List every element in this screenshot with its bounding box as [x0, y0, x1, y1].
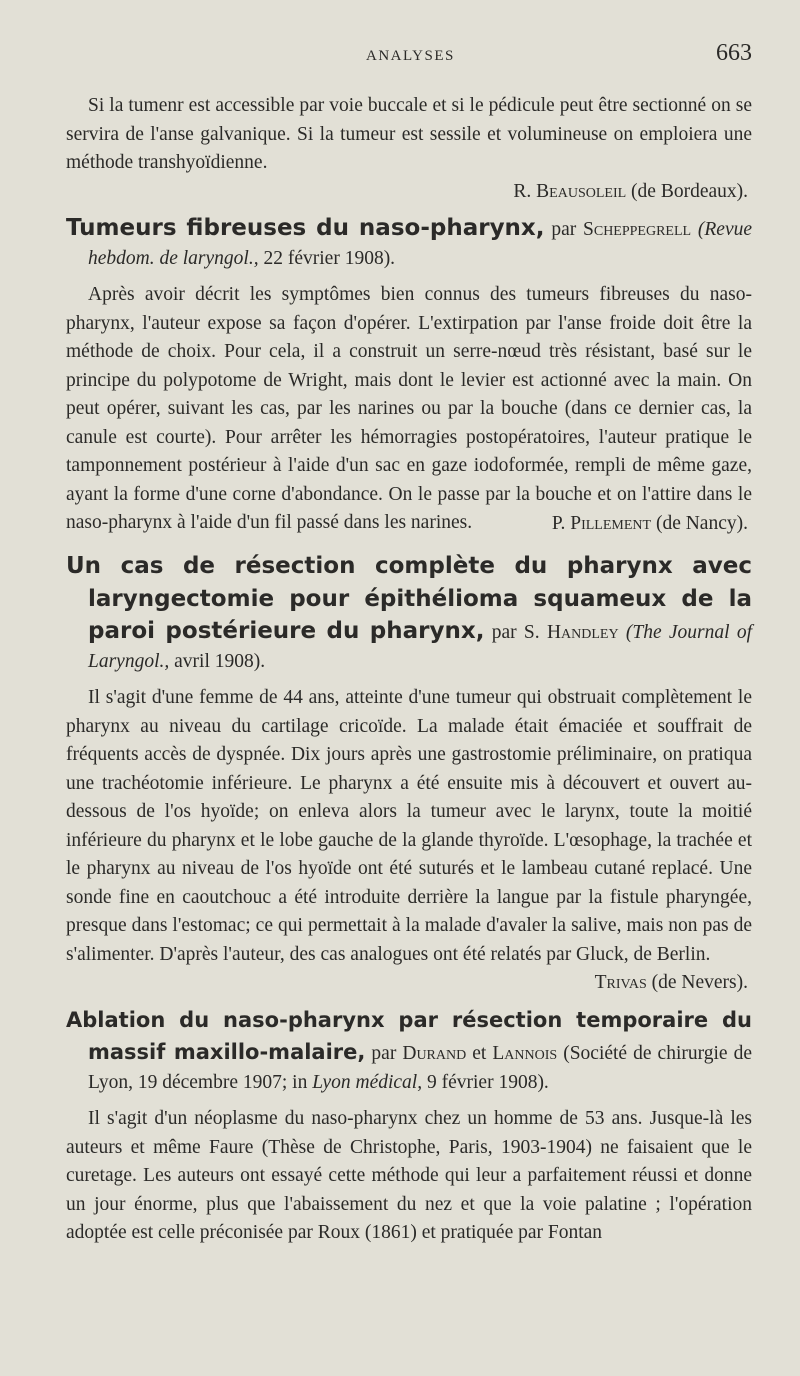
page-body [66, 88, 752, 1248]
article [66, 212, 752, 538]
article-heading [66, 550, 752, 676]
page-number: 663 [716, 40, 752, 66]
byline-prefix: par S. [491, 622, 540, 643]
article-title: Tumeurs fibreuses du naso-pharynx, [66, 215, 545, 241]
article-title: Ablation du naso-pharynx par résection temporaire du massif maxillo-malaire, [66, 1007, 752, 1064]
article-heading [66, 212, 752, 273]
paragraph: Il s'agit d'une femme de 44 ans, atteinte d'une tumeur qui obstruait complètement le pharynx au niveau du cartilage cricoïde. La malade était émaciée et souffrait de fréquents accès de dyspnée. Dix jours après une gastrostomie préliminaire, on pratiqua une trachéotomie inférieure. Le pharynx a été ensuite mis à découvert et ouvert au-dessous de l'os hyoïde; on enleva alors la tumeur avec le larynx, toute la moitié inférieure du pharynx et le lobe gauche de la glande thyroïde. L'œsophage, la trachée et le pharynx au niveau de l'os hyoïde ont été suturés et le lambeau cutané replacé. Une sonde fine en caoutchouc a été introduite derrière la langue par la fistule pharyngée, presque dans l'estomac; ce qui permettait à la malade d'avaler la salive, mais non pas de s'alimenter. D'après l'auteur, des cas analogues ont été relatés par Gluck, de Berlin. [66, 687, 752, 965]
author-location: (de Nevers). [651, 972, 748, 993]
byline-author-2: Lannois [492, 1043, 558, 1064]
author-location: (de Nancy). [655, 512, 748, 534]
source-date: avril 1908). [169, 650, 266, 672]
paragraph: Il s'agit d'un néoplasme du naso-pharynx chez un homme de 53 ans. Jusque-là les auteurs et même Faure (Thèse de Christophe, Paris, 1903-1904) ne faisaient que le curetage. Les auteurs ont essayé cette méthode qui leur a parfaitement réussi et donne un jour énorme, plus que l'abaissement du nez et que la voie palatine ; l'opération adoptée est celle préconisée par Roux (1861) et pratiquée par Fontan [66, 1108, 752, 1243]
byline-prefix: par [371, 1043, 397, 1064]
source-date: 9 février 1908). [422, 1071, 549, 1093]
article-title: Un cas de résection complète du pharynx avec laryngectomie pour épithélioma squameux de la paroi postérieure du pharynx, [66, 553, 752, 644]
paragraph: Si la tumenr est accessible par voie buccale et si le pédicule peut être sectionné on se servira de l'anse galvanique. Si la tumeur est sessile et volumineuse on emploiera une méthode transhyoïdienne. [66, 95, 752, 173]
source-journal: Lyon médical, [312, 1071, 423, 1093]
byline-conjunction: et [466, 1043, 493, 1064]
byline-author: Scheppegrell [583, 219, 692, 240]
article-heading [66, 1004, 752, 1098]
byline-author: Durand [402, 1043, 467, 1064]
author-name: P. Pillement [551, 512, 652, 534]
running-head: ANALYSES [366, 48, 455, 64]
page-header [66, 40, 752, 74]
author-location: (de Bordeaux). [631, 180, 748, 202]
byline-prefix: par [551, 219, 577, 240]
article [66, 550, 752, 998]
author-name: Trivas [594, 972, 647, 993]
paragraph: Après avoir décrit les symptômes bien connus des tumeurs fibreuses du naso-pharynx, l'auteur expose sa façon d'opérer. L'extirpation par l'anse froide doit être la méthode de choix. Pour cela, il a construit un serre-nœud très résistant, basé sur le principe du polypotome de Wright, mais dont le levier est actionné avec la main. On peut opérer, suivant les cas, par les narines ou par la bouche (dans ce dernier cas, la canule est courte). Pour arrêter les hémorragies postopératoires, l'auteur pratique le tamponnement postérieur à l'aide d'un sac en gaze iodoformée, rempli de même gaze, ayant la forme d'une corne d'abondance. On le passe par la bouche et on l'attire dans le naso-pharynx à l'aide d'un fil passé dans les narines. [66, 284, 752, 533]
article-continuation [66, 92, 752, 206]
source-date: 22 février 1908). [258, 247, 396, 269]
byline-author: Handley [546, 622, 619, 643]
author-signature [66, 969, 752, 998]
article [66, 1004, 752, 1248]
author-name: R. Beausoleil [513, 180, 627, 202]
author-signature [66, 178, 752, 207]
source-journal: (Revue hebdom. de laryngol., [88, 219, 753, 269]
source-society: (Société de chirurgie de Lyon, 19 décembre 1907; in [88, 1043, 753, 1093]
source-journal: (The Journal of Laryngol., [88, 622, 753, 672]
